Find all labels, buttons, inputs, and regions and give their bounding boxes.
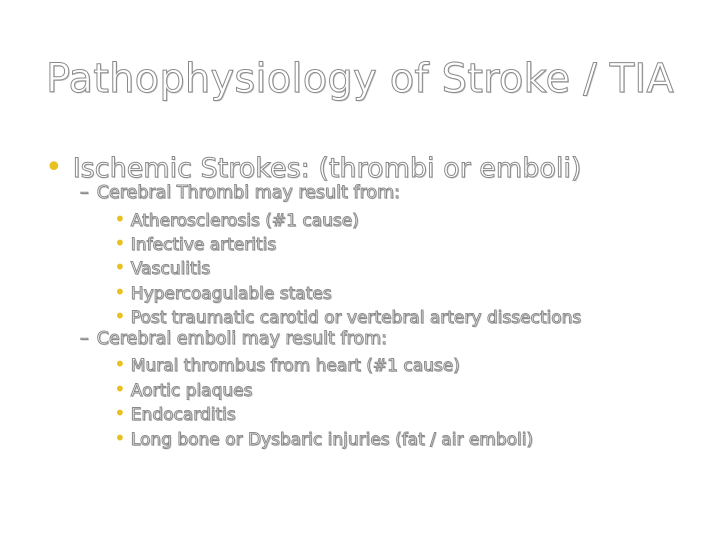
list-item-text: Vasculitis xyxy=(130,259,211,279)
dash-icon: – xyxy=(80,329,89,349)
list-item xyxy=(114,426,533,450)
bullet-dot-icon: • xyxy=(114,352,126,376)
dash-icon: – xyxy=(80,183,89,203)
list-item xyxy=(114,352,460,376)
bullet-dot-icon: • xyxy=(114,255,126,279)
list-item xyxy=(114,401,236,425)
main-bullet xyxy=(45,150,581,185)
list-item-text: Long bone or Dysbaric injuries (fat / air emboli) xyxy=(130,430,534,450)
sub-heading-thrombi xyxy=(80,183,400,203)
list-item xyxy=(114,207,359,231)
bullet-dot-icon: • xyxy=(114,207,126,231)
list-item-text: Hypercoagulable states xyxy=(130,284,332,304)
bullet-dot-icon: • xyxy=(114,231,126,255)
main-bullet-text: Ischemic Strokes: (thrombi or emboli) xyxy=(72,153,582,184)
list-item-text: Endocarditis xyxy=(130,405,236,425)
bullet-dot-icon: • xyxy=(114,304,126,328)
bullet-dot-icon: • xyxy=(114,401,126,425)
list-item-text: Mural thrombus from heart (#1 cause) xyxy=(130,356,460,376)
sub-heading-text: Cerebral emboli may result from: xyxy=(96,329,388,349)
bullet-dot-icon: • xyxy=(114,426,126,450)
list-item xyxy=(114,280,332,304)
bullet-dot-icon: • xyxy=(45,150,63,185)
list-item-text: Infective arteritis xyxy=(130,235,277,255)
sub-heading-emboli xyxy=(80,329,387,349)
list-item-text: Atherosclerosis (#1 cause) xyxy=(130,211,359,231)
list-item xyxy=(114,304,581,328)
bullet-dot-icon: • xyxy=(114,280,126,304)
list-item xyxy=(114,231,276,255)
list-item xyxy=(114,377,252,401)
bullet-dot-icon: • xyxy=(114,377,126,401)
slide-title: Pathophysiology of Stroke / TIA xyxy=(46,56,674,102)
list-item-text: Post traumatic carotid or vertebral artery dissections xyxy=(130,308,582,328)
sub-heading-text: Cerebral Thrombi may result from: xyxy=(96,183,401,203)
list-item-text: Aortic plaques xyxy=(130,381,253,401)
list-item xyxy=(114,255,210,279)
